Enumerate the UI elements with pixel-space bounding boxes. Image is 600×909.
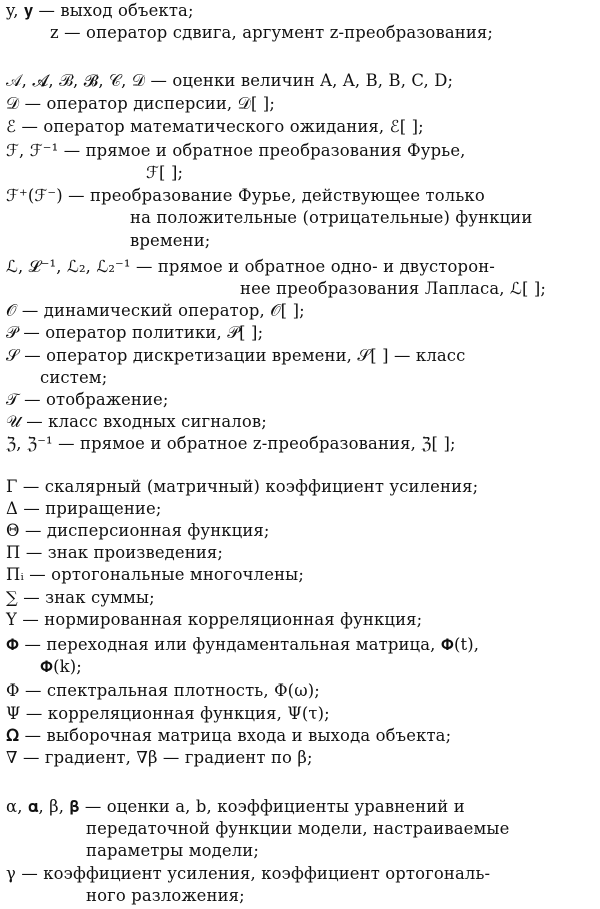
entry-description: нормированная корреляционная функция; bbox=[44, 610, 423, 629]
entry-dash: — bbox=[33, 1, 61, 20]
entry-description: корреляционная функция, Ψ(τ); bbox=[47, 704, 330, 723]
entry-fourier-half bbox=[6, 185, 485, 207]
entry-dash: — bbox=[18, 346, 47, 365]
entry-transition-matrix bbox=[6, 634, 479, 656]
entry-symbol: ℨ, ℨ⁻¹ bbox=[6, 434, 53, 453]
entry-symbol: 𝒫 bbox=[6, 323, 18, 342]
entry-dispersion-operator bbox=[6, 93, 275, 115]
entry-description: ортогональные многочлены; bbox=[51, 565, 305, 584]
entry-gradient bbox=[6, 747, 313, 769]
entry-text: на положительные (отрицательные) функции bbox=[130, 208, 533, 227]
entry-discretization-operator bbox=[6, 345, 465, 367]
entry-laplace-cont bbox=[240, 278, 546, 300]
entry-dash: — bbox=[20, 704, 48, 723]
entry-description: оператор политики, 𝒫[ ]; bbox=[45, 323, 264, 342]
entry-normalized-correlation bbox=[6, 609, 422, 631]
entry-policy-operator bbox=[6, 322, 263, 344]
entry-dash: — bbox=[15, 864, 44, 883]
entry-dash: — bbox=[145, 71, 173, 90]
entry-symbol: ℰ bbox=[6, 117, 17, 136]
entry-product-sign bbox=[6, 542, 223, 564]
entry-dash: — bbox=[130, 257, 158, 276]
entry-dynamic-operator bbox=[6, 300, 305, 322]
entry-symbol: 𝒰 bbox=[6, 412, 21, 431]
entry-description: отображение; bbox=[45, 390, 169, 409]
entry-symbol: Δ bbox=[6, 499, 18, 518]
entry-estimates bbox=[6, 70, 453, 92]
entry-description: оператор дискретизации времени, 𝒮[ ] — класс bbox=[46, 346, 466, 365]
entry-description: коэффициент усиления, коэффициент ортогональ- bbox=[43, 864, 491, 883]
entry-dash: — bbox=[19, 726, 47, 745]
entry-text: 𝚽(k); bbox=[40, 657, 82, 676]
entry-symbol: ℒ, 𝓛⁻¹, ℒ₂, ℒ₂⁻¹ bbox=[6, 257, 131, 276]
entry-sum-sign bbox=[6, 587, 155, 609]
entry-symbol: Γ bbox=[6, 477, 18, 496]
entry-dash: — bbox=[58, 141, 86, 160]
entry-symbol: Πᵢ bbox=[6, 565, 24, 584]
entry-dash: — bbox=[20, 412, 49, 431]
entry-fourier bbox=[6, 140, 466, 162]
entry-symbol: 𝒮 bbox=[6, 346, 19, 365]
entry-symbol: Π bbox=[6, 543, 21, 562]
entry-description: оператор дисперсии, 𝒟[ ]; bbox=[46, 94, 276, 113]
entry-description: скалярный (матричный) коэффициент усиления; bbox=[44, 477, 479, 496]
entry-text: времени; bbox=[130, 231, 211, 250]
entry-symbol: α, 𝛂, β, 𝛃 bbox=[6, 797, 80, 816]
entry-dash: — bbox=[23, 565, 52, 584]
entry-description: прямое и обратное одно- и двусторон- bbox=[157, 257, 495, 276]
entry-text: ного разложения; bbox=[86, 886, 245, 905]
entry-dash: — bbox=[19, 94, 47, 113]
entry-dash: — bbox=[18, 390, 46, 409]
entry-dash: — bbox=[79, 797, 107, 816]
entry-description: оценки величин A, A, B, B, C, D; bbox=[172, 71, 454, 90]
entry-dispersion-function bbox=[6, 520, 270, 542]
entry-dash: — bbox=[17, 748, 45, 767]
entry-gamma-cont bbox=[86, 885, 245, 907]
entry-dash: — bbox=[17, 588, 46, 607]
entry-dash: — bbox=[17, 323, 46, 342]
entry-symbol: Ψ bbox=[6, 704, 21, 723]
entry-dash: — bbox=[52, 434, 81, 453]
entry-symbol: 𝛀 bbox=[6, 726, 20, 745]
entry-z-transform bbox=[6, 433, 456, 455]
entry-fourier-half-cont2 bbox=[130, 230, 210, 252]
entry-transition-matrix-cont bbox=[40, 656, 82, 678]
entry-mapping bbox=[6, 389, 169, 411]
entry-description: приращение; bbox=[45, 499, 162, 518]
entry-dash: — bbox=[19, 681, 47, 700]
entry-gain bbox=[6, 476, 478, 498]
entry-model-estimates bbox=[6, 796, 465, 818]
entry-symbol: γ bbox=[6, 864, 16, 883]
entry-spectral-density bbox=[6, 680, 320, 702]
entry-description: знак суммы; bbox=[45, 588, 155, 607]
entry-symbol: 𝒪 bbox=[6, 301, 17, 320]
entry-symbol: ℱ, ℱ⁻¹ bbox=[6, 141, 59, 160]
entry-symbol: Φ bbox=[6, 681, 20, 700]
entry-description: градиент, ∇β — градиент по β; bbox=[44, 748, 313, 767]
entry-dash: — bbox=[20, 543, 48, 562]
entry-symbol: 𝒟 bbox=[6, 94, 20, 113]
entry-description: выборочная матрица входа и выхода объекта; bbox=[46, 726, 452, 745]
entry-symbol: Θ bbox=[6, 521, 20, 540]
entry-description: дисперсионная функция; bbox=[46, 521, 270, 540]
entry-description: спектральная плотность, Φ(ω); bbox=[46, 681, 320, 700]
entry-dash: — bbox=[16, 117, 44, 136]
entry-dash: — bbox=[18, 499, 46, 518]
entry-dash: — bbox=[17, 477, 45, 496]
entry-correlation-function bbox=[6, 703, 330, 725]
entry-description: оценки a, b, коэффициенты уравнений и bbox=[106, 797, 465, 816]
entry-dash: — bbox=[16, 301, 44, 320]
entry-input-class bbox=[6, 411, 267, 433]
entry-description: класс входных сигналов; bbox=[48, 412, 267, 431]
entry-text: z — оператор сдвига, аргумент z-преобразования; bbox=[50, 23, 494, 42]
entry-symbol: Y bbox=[6, 610, 17, 629]
entry-sample-matrix bbox=[6, 725, 451, 747]
entry-dash: — bbox=[19, 521, 47, 540]
entry-orthogonal-polynomials bbox=[6, 564, 304, 586]
entry-gamma bbox=[6, 863, 490, 885]
entry-dash: — bbox=[19, 635, 47, 654]
entry-symbol: 𝒯 bbox=[6, 390, 19, 409]
entry-symbol: ℱ⁺(ℱ⁻) bbox=[6, 186, 63, 205]
entry-expectation-operator bbox=[6, 116, 424, 138]
entry-description: динамический оператор, 𝒪[ ]; bbox=[43, 301, 305, 320]
entry-model-estimates-cont bbox=[86, 818, 509, 840]
entry-increment bbox=[6, 498, 162, 520]
entry-description: знак произведения; bbox=[47, 543, 224, 562]
entry-output bbox=[6, 0, 194, 22]
entry-shift-operator bbox=[50, 22, 493, 44]
entry-laplace bbox=[6, 256, 495, 278]
entry-fourier-half-cont bbox=[130, 207, 532, 229]
entry-text: ℱ[ ]; bbox=[146, 163, 184, 182]
entry-model-estimates-cont2 bbox=[86, 840, 259, 862]
entry-description: прямое и обратное преобразования Фурье, bbox=[85, 141, 466, 160]
entry-symbol: 𝚽 bbox=[6, 635, 20, 654]
entry-text: нее преобразования Лапласа, ℒ[ ]; bbox=[240, 279, 547, 298]
entry-dash: — bbox=[16, 610, 45, 629]
entry-dash: — bbox=[62, 186, 91, 205]
entry-fourier-cont bbox=[146, 162, 183, 184]
entry-text: параметры модели; bbox=[86, 841, 260, 860]
entry-description: переходная или фундаментальная матрица, 𝚽(t), bbox=[46, 635, 480, 654]
entry-symbol: y, 𝐲 bbox=[6, 1, 34, 20]
entry-symbol: ∇ bbox=[6, 748, 18, 767]
entry-discretization-cont bbox=[40, 367, 107, 389]
entry-symbol: 𝒜, 𝓐, ℬ, 𝓑, 𝒞, 𝒟 bbox=[6, 71, 146, 90]
entry-description: преобразование Фурье, действующее только bbox=[90, 186, 485, 205]
entry-text: передаточной функции модели, настраиваемые bbox=[86, 819, 510, 838]
entry-description: оператор математического ожидания, ℰ[ ]; bbox=[43, 117, 424, 136]
entry-symbol: ∑ bbox=[6, 588, 18, 607]
entry-description: прямое и обратное z-преобразования, ℨ[ ]; bbox=[80, 434, 456, 453]
entry-description: выход объекта; bbox=[60, 1, 194, 20]
entry-text: систем; bbox=[40, 368, 108, 387]
